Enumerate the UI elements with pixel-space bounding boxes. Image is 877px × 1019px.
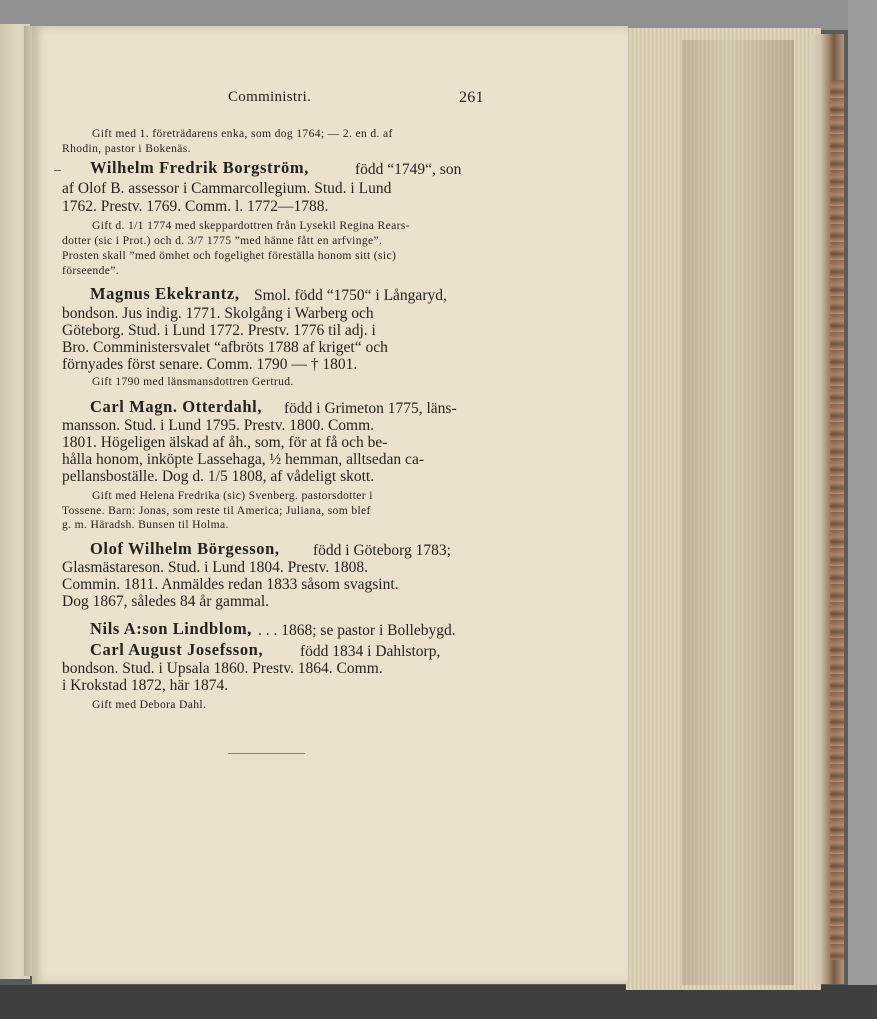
body-line: bondson. Jus indig. 1771. Skolgång i Warberg och	[62, 305, 374, 322]
note-line: Gift 1790 med länsmansdottren Gertrud.	[92, 375, 294, 388]
body-line: förnyades först senare. Comm. 1790 — † 1801.	[62, 356, 358, 373]
body-line: Göteborg. Stud. i Lund 1772. Prestv. 1776 til adj. i	[62, 322, 376, 339]
section-end-rule	[228, 753, 305, 754]
body-line: . . . 1868; se pastor i Bollebygd.	[258, 622, 456, 639]
body-line: Commin. 1811. Anmäldes redan 1833 såsom svagsint.	[62, 576, 399, 593]
running-title: Comministri.	[228, 89, 312, 105]
body-line: i Krokstad 1872, här 1874.	[62, 677, 229, 694]
note-line: g. m. Häradsh. Bunsen til Holma.	[62, 518, 229, 531]
body-line: Glasmästareson. Stud. i Lund 1804. Prestv. 1808.	[62, 559, 368, 576]
body-line: 1801. Högeligen älskad af åh., som, för at få och be-	[62, 434, 388, 451]
note-line: Rhodin, pastor i Bokenäs.	[62, 142, 191, 155]
note-line: Gift med Debora Dahl.	[92, 698, 207, 711]
note-line: dotter (sic i Prot.) och d. 3/7 1775 ”med hänne fått en arfvinge”.	[62, 234, 383, 247]
page-number: 261	[459, 89, 484, 106]
person-name: Carl Magn. Otterdahl,	[90, 397, 263, 416]
note-line: Gift d. 1/1 1774 med skeppardottren från Lysekil Regina Rears-	[92, 219, 410, 232]
person-name: Nils A:son Lindblom,	[90, 619, 252, 638]
person-name: Wilhelm Fredrik Borgström,	[90, 158, 309, 177]
body-line: född i Göteborg 1783;	[313, 542, 451, 559]
scanner-background-bottom	[0, 985, 877, 1019]
body-line: Dog 1867, således 84 år gammal.	[62, 593, 270, 610]
body-line: Smol. född “1750“ i Långaryd,	[254, 287, 447, 304]
margin-mark	[54, 170, 61, 171]
body-line: född i Grimeton 1775, läns-	[284, 400, 457, 417]
note-line: Gift med Helena Fredrika (sic) Svenberg. pastorsdotter i	[92, 489, 373, 502]
book-cover-marbling	[830, 80, 844, 960]
scanner-background-right	[848, 0, 877, 1019]
body-line: bondson. Stud. i Upsala 1860. Prestv. 1864. Comm.	[62, 660, 383, 677]
body-line: född “1749“, son	[355, 161, 462, 178]
body-line: 1762. Prestv. 1769. Comm. l. 1772—1788.	[62, 198, 329, 215]
person-name: Carl August Josefsson,	[90, 640, 264, 659]
note-line: Gift med 1. företrädarens enka, som dog 1764; — 2. en d. af	[92, 127, 393, 140]
note-line: Prosten skall ”med ömhet och fogelighet föreställa honom sitt (sic)	[62, 249, 397, 262]
note-line: förseende”.	[62, 264, 119, 277]
person-name: Magnus Ekekrantz,	[90, 284, 240, 303]
page-block-shade	[682, 40, 794, 985]
body-line: mansson. Stud. i Lund 1795. Prestv. 1800. Comm.	[62, 417, 375, 434]
person-name: Olof Wilhelm Börgesson,	[90, 539, 280, 558]
note-line: Tossene. Barn: Jonas, som reste til America; Juliana, som blef	[62, 504, 371, 517]
body-line: Bro. Comministersvalet “afbröts 1788 af kriget“ och	[62, 339, 388, 356]
body-line: af Olof B. assessor i Cammarcollegium. Stud. i Lund	[62, 180, 392, 197]
body-line: hålla honom, inköpte Lassehaga, ½ hemman, alltsedan ca-	[62, 451, 424, 468]
body-line: pellansboställe. Dog d. 1/5 1808, af vådeligt skott.	[62, 468, 375, 485]
body-line: född 1834 i Dahlstorp,	[300, 643, 441, 660]
